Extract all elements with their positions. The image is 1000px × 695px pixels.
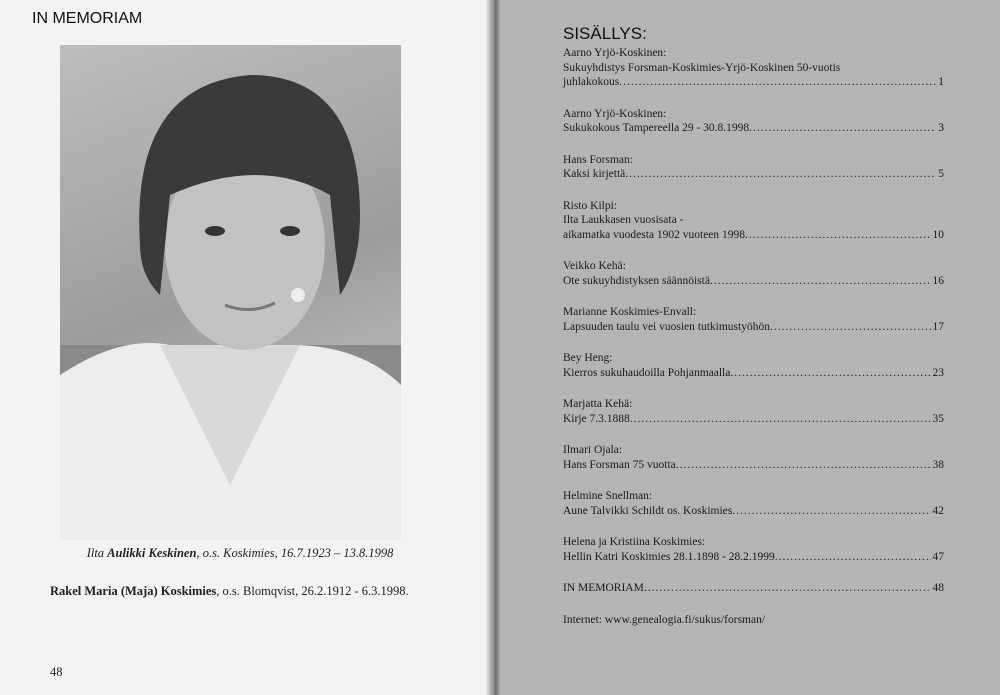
dot-leader [732,504,930,519]
dot-leader [749,121,936,136]
toc-title-row [563,167,944,182]
toc-page-number: 42 [932,504,944,517]
table-of-contents [563,46,944,627]
toc-title-line: Sukuyhdistys Forsman-Koskimies-Yrjö-Koskinen 50-vuotis [563,61,841,74]
toc-page-number: 10 [932,228,944,241]
left-page [0,0,494,695]
toc-title: Ote sukuyhdistyksen säännöistä [563,274,710,287]
toc-title: Aune Talvikki Schildt os. Koskimies [563,504,733,517]
toc-title: aikamatka vuodesta 1902 vuoteen 1998 [563,228,746,241]
toc-page-number: 47 [932,550,944,563]
toc-page-number: 5 [938,168,944,180]
toc-title: Kaksi kirjettä [563,168,626,180]
toc-author: Helmine Snellman: [563,490,653,502]
internet-address: Internet: www.genealogia.fi/sukus/forsman/ [563,613,766,626]
toc-title-row [563,504,944,519]
toc-page-number: 16 [932,274,944,287]
memorial-entry [50,583,410,599]
dot-leader [644,581,931,596]
toc-page-number: 38 [932,458,944,471]
caption-name: Aulikki Keskinen [107,546,197,560]
toc-entry [563,443,944,472]
book-gutter [486,0,500,695]
toc-title: Sukukokous Tampereella 29 - 30.8.1998 [563,122,750,134]
dot-leader [625,167,936,182]
portrait-photo [60,45,401,540]
toc-title-row [563,366,944,381]
toc-heading: SISÄLLYS: [563,24,647,43]
memorial-name: Rakel Maria (Maja) Koskimies [50,584,217,598]
toc-entry [563,489,944,518]
toc-entry [563,46,944,90]
toc-author: Aarno Yrjö-Koskinen: [563,107,667,120]
toc-entry [563,535,944,564]
photo-caption [40,546,440,561]
toc-author: Marianne Koskimies-Envall: [563,306,697,318]
toc-title: juhlakokous [563,76,620,88]
toc-entry [563,199,944,243]
dot-leader [730,366,930,381]
toc-page-number: 17 [932,320,944,333]
toc-title-row [563,320,944,335]
memorial-dates: , o.s. Blomqvist, 26.2.1912 - 6.3.1998. [216,584,409,598]
toc-title-row [563,550,944,565]
toc-title-row [563,274,944,289]
toc-author: Bey Heng: [563,352,613,364]
toc-author: Veikko Kehä: [563,260,626,272]
toc-title: Kirje 7.3.1888 [563,412,630,425]
toc-entry [563,305,944,334]
toc-page-number: 35 [932,412,944,425]
toc-title: Hans Forsman 75 vuotta [563,458,676,471]
caption-dates: , o.s. Koskimies, 16.7.1923 – 13.8.1998 [196,546,394,560]
toc-entry [563,581,944,596]
dot-leader [745,228,930,243]
toc-title-row [563,228,944,243]
toc-entry [563,153,944,182]
toc-author: Risto Kilpi: [563,199,617,212]
toc-title: IN MEMORIAM [563,582,644,594]
dot-leader [619,75,936,90]
toc-author: Hans Forsman: [563,153,633,166]
toc-title-row [563,581,944,596]
toc-entry [563,107,944,136]
toc-title-row [563,412,944,427]
dot-leader [630,412,931,427]
dot-leader [775,550,931,565]
toc-title: Kierros sukuhaudoilla Pohjanmaalla [563,366,731,379]
dot-leader [770,320,931,335]
toc-title: Hellin Katri Koskimies 28.1.1898 - 28.2.1999 [563,550,775,563]
toc-author: Marjatta Kehä: [563,398,633,410]
toc-entry [563,259,944,288]
toc-page-number: 1 [938,76,944,88]
page-heading: IN MEMORIAM [32,10,143,27]
dot-leader [710,274,931,289]
toc-title-line: Ilta Laukkasen vuosisata - [563,214,684,226]
toc-page-number: 23 [932,366,944,379]
toc-entry [563,351,944,380]
toc-title-row [563,458,944,473]
toc-title-row [563,75,944,90]
toc-entry [563,397,944,426]
toc-title: Lapsuuden taulu vei vuosien tutkimustyöhön [563,320,770,333]
toc-page-number: 3 [938,122,944,134]
toc-page-number: 48 [932,582,944,594]
toc-author: Ilmari Ojala: [563,444,623,456]
caption-prefix: Ilta [86,546,108,560]
toc-author: Helena ja Kristiina Koskimies: [563,536,706,548]
toc-title-row [563,121,944,136]
dot-leader [676,458,931,473]
toc-author: Aarno Yrjö-Koskinen: [563,47,667,59]
portrait-image [60,45,401,540]
page-number: 48 [50,665,63,679]
